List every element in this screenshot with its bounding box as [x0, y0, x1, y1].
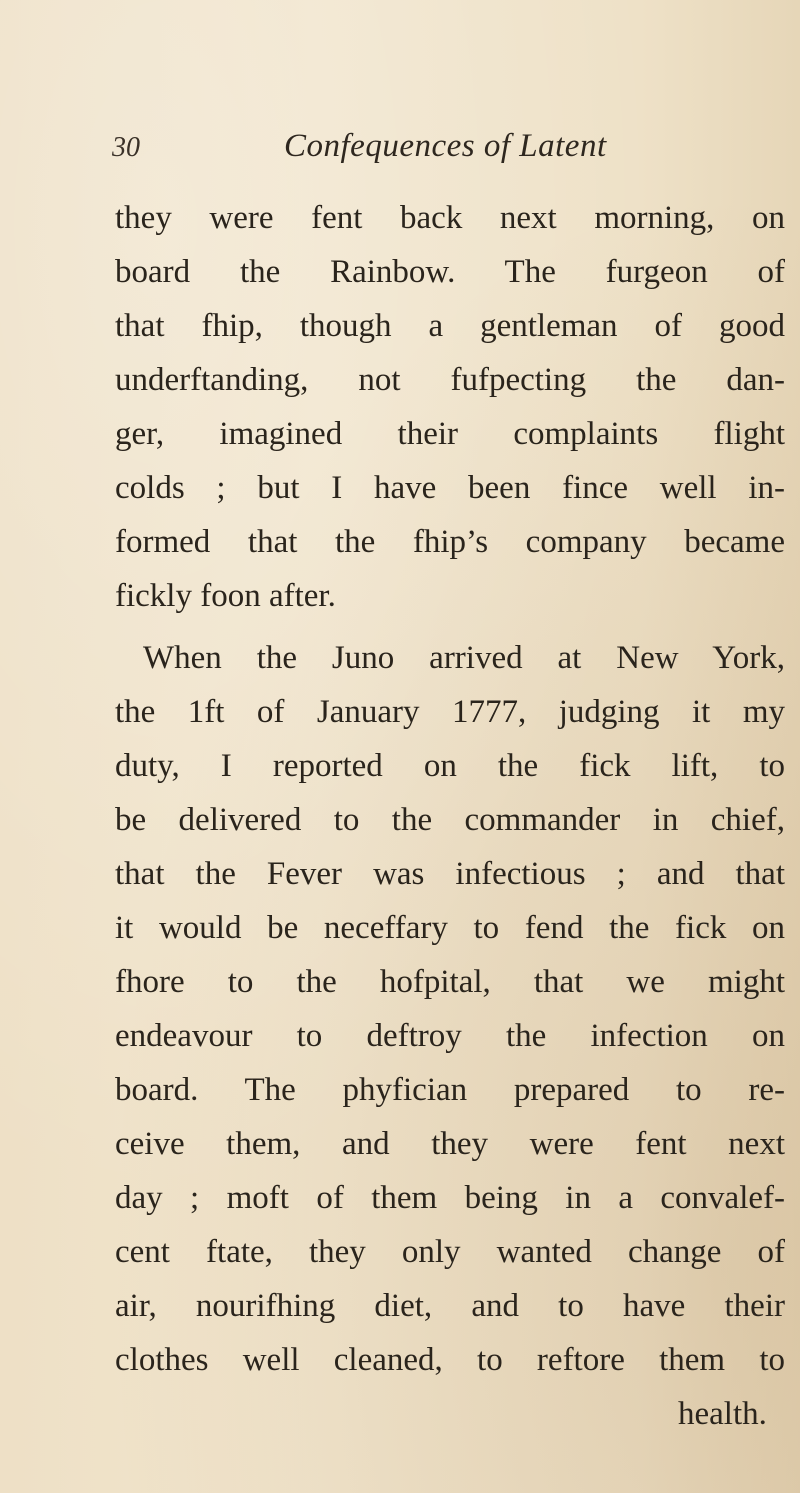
text-line: board the Rainbow. The furgeon of [115, 254, 785, 290]
running-head: Confequences of Latent [284, 128, 607, 164]
text-line: formed that the fhip’s company became [115, 524, 785, 560]
text-line: they were fent back next morning, on [115, 200, 785, 236]
text-line: the 1ft of January 1777, judging it my [115, 694, 785, 730]
text-line: be delivered to the commander in chief, [115, 802, 785, 838]
page-header [112, 128, 712, 178]
text-line: ceive them, and they were fent next [115, 1126, 785, 1162]
text-line: health. [678, 1396, 767, 1432]
text-line: fhore to the hofpital, that we might [115, 964, 785, 1000]
text-line: duty, I reported on the fick lift, to [115, 748, 785, 784]
text-line: that fhip, though a gentleman of good [115, 308, 785, 344]
text-line: clothes well cleaned, to reftore them to [115, 1342, 785, 1378]
text-line: underftanding, not fufpecting the dan- [115, 362, 785, 398]
text-line: colds ; but I have been fince well in- [115, 470, 785, 506]
text-line: fickly foon after. [115, 578, 336, 614]
page-number: 30 [112, 132, 140, 163]
text-line: air, nourifhing diet, and to have their [115, 1288, 785, 1324]
text-line: that the Fever was infectious ; and that [115, 856, 785, 892]
text-line: board. The phyfician prepared to re- [115, 1072, 785, 1108]
text-line: day ; moft of them being in a convalef- [115, 1180, 785, 1216]
text-line: endeavour to deftroy the infection on [115, 1018, 785, 1054]
text-line: ger, imagined their complaints flight [115, 416, 785, 452]
text-line: it would be neceffary to fend the fick on [115, 910, 785, 946]
text-line: cent ftate, they only wanted change of [115, 1234, 785, 1270]
text-line: When the Juno arrived at New York, [143, 640, 785, 676]
